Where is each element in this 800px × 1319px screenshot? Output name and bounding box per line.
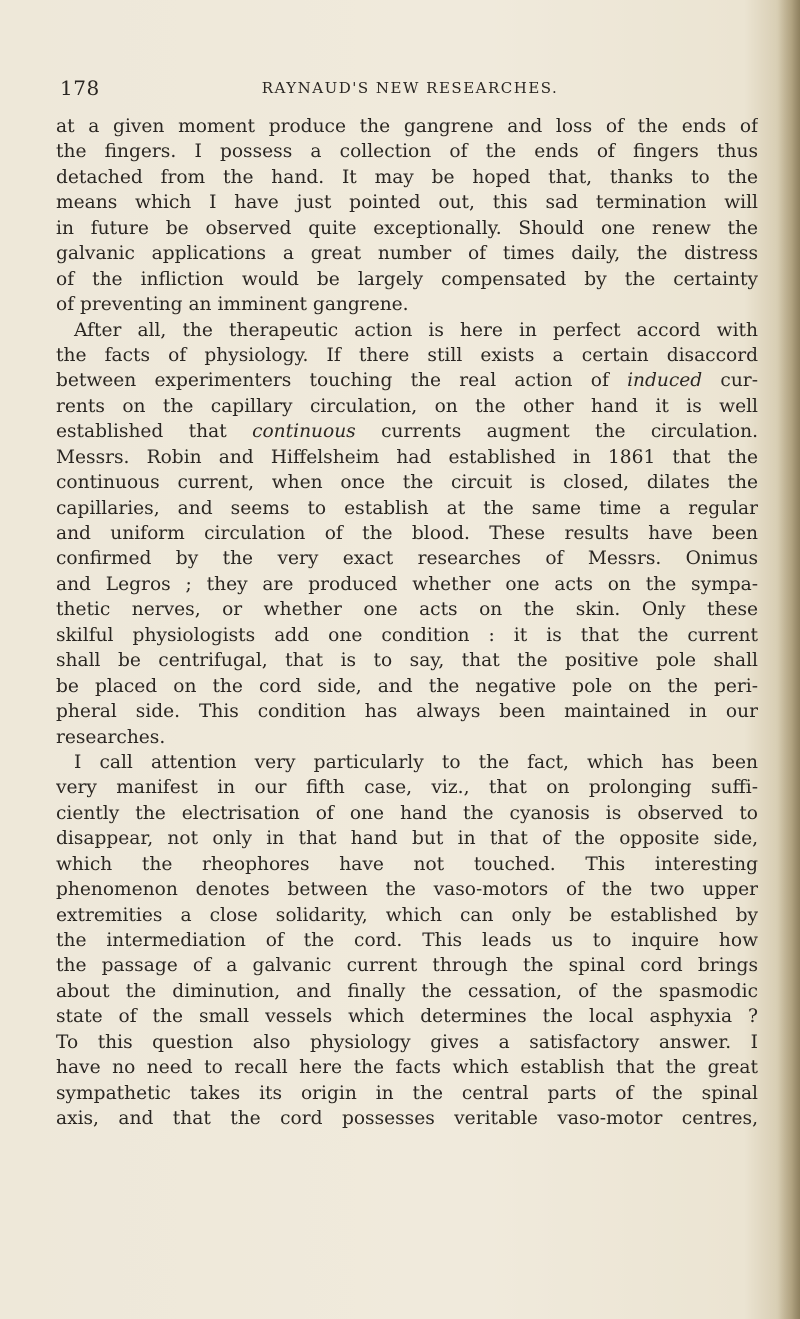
paragraph-start-line: After all, the therapeutic action is here in perfect accord with [74, 319, 758, 341]
text-line: state of the small vessels which determines the local asphyxia ? [56, 1006, 758, 1028]
page-number: 178 [60, 76, 100, 100]
text-span: currents augment the circulation. [355, 421, 758, 443]
text-line: be placed on the cord side, and the negative pole on the peri- [56, 675, 758, 697]
text-line: the intermediation of the cord. This leads us to inquire how [56, 930, 758, 951]
text-span: established that [56, 421, 253, 443]
text-line: which the rheophores have not touched. This interesting [56, 853, 758, 875]
text-span: between experimenters touching the real action of [56, 370, 628, 392]
text-line: axis, and that the cord possesses veritable vaso-motor centres, [56, 1108, 758, 1130]
text-line: the passage of a galvanic current through the spinal cord brings [56, 955, 758, 977]
text-line: of the infliction would be largely compensated by the certainty [56, 268, 758, 290]
text-line: galvanic applications a great number of times daily, the distress [56, 243, 758, 265]
text-line: at a given moment produce the gangrene and loss of the ends of [56, 116, 758, 137]
text-line: Messrs. Robin and Hiffelsheim had established in 1861 that the [56, 446, 758, 468]
text-line: rents on the capillary circulation, on the other hand it is well [56, 395, 758, 417]
text-line: and uniform circulation of the blood. These results have been [56, 523, 758, 544]
text-line: sympathetic takes its origin in the central parts of the spinal [56, 1082, 758, 1104]
text-line: capillaries, and seems to establish at the same time a regular [56, 497, 758, 519]
text-line-with-italic [56, 368, 758, 393]
text-line: researches. [56, 726, 166, 748]
text-line: have no need to recall here the facts which establish that the great [56, 1057, 758, 1079]
text-line: means which I have just pointed out, this sad termination will [56, 192, 758, 214]
text-line: in future be observed quite exceptionally. Should one renew the [56, 217, 758, 239]
text-line-with-italic [56, 419, 758, 444]
paragraph-start-line: I call attention very particularly to the fact, which has been [74, 751, 758, 773]
text-line: disappear, not only in that hand but in that of the opposite side, [56, 828, 758, 850]
text-line: shall be centrifugal, that is to say, that the positive pole shall [56, 650, 758, 672]
text-line: extremities a close solidarity, which can only be established by [56, 904, 758, 926]
text-line: confirmed by the very exact researches of Messrs. Onimus [56, 548, 758, 570]
text-line: and Legros ; they are produced whether one acts on the sympa- [56, 573, 758, 595]
text-line: the facts of physiology. If there still exists a certain disaccord [56, 344, 758, 366]
text-line: To this question also physiology gives a satisfactory answer. I [56, 1031, 758, 1053]
text-line: detached from the hand. It may be hoped that, thanks to the [56, 166, 758, 188]
page-edge-shadow [778, 0, 800, 1319]
text-line: the fingers. I possess a collection of the ends of fingers thus [56, 141, 758, 163]
page-header [60, 76, 760, 106]
text-line: about the diminution, and finally the cessation, of the spasmodic [56, 980, 758, 1002]
body-text [56, 114, 758, 1132]
text-line: of preventing an imminent gangrene. [56, 294, 409, 316]
text-line: skilful physiologists add one condition : it is that the current [56, 624, 758, 646]
text-line: pheral side. This condition has always been maintained in our [56, 701, 758, 723]
italic-word-continuous: continuous [252, 421, 356, 443]
running-head: RAYNAUD'S NEW RESEARCHES. [261, 79, 559, 97]
text-line: thetic nerves, or whether one acts on the skin. Only these [56, 599, 758, 621]
text-line: phenomenon denotes between the vaso-motors of the two upper [56, 879, 758, 901]
text-span: cur- [702, 370, 758, 392]
italic-word-induced: induced [627, 370, 703, 392]
text-line: continuous current, when once the circuit is closed, dilates the [56, 472, 758, 494]
text-line: ciently the electrisation of one hand the cyanosis is observed to [56, 802, 758, 824]
text-line: very manifest in our fifth case, viz., that on prolonging suffi- [56, 777, 758, 799]
